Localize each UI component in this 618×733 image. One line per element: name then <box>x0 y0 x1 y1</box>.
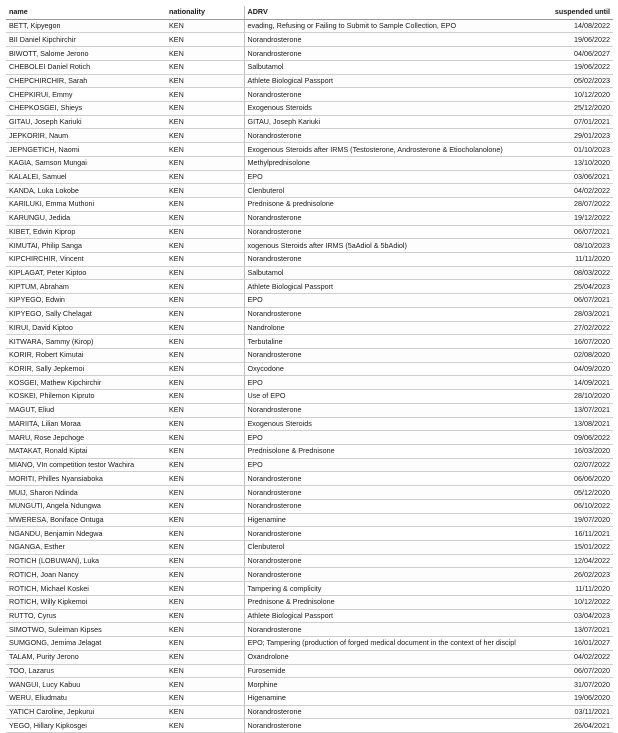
adrv-cell: Higenamine <box>244 691 536 705</box>
adrv-cell: Prednisone & Prednisolone <box>244 595 536 609</box>
suspended-until-cell: 04/02/2022 <box>536 650 613 664</box>
suspended-until-cell: 31/07/2020 <box>536 678 613 692</box>
adrv-cell: Exogenous Steroids <box>244 417 536 431</box>
nationality-cell: KEN <box>166 705 244 719</box>
table-row <box>6 184 613 198</box>
nationality-cell: KEN <box>166 88 244 102</box>
nationality-cell: KEN <box>166 403 244 417</box>
table-row <box>6 376 613 390</box>
athlete-name-cell: KORIR, Robert Kimutai <box>6 348 166 362</box>
nationality-cell: KEN <box>166 595 244 609</box>
athlete-name-cell: MAGUT, Eliud <box>6 403 166 417</box>
adrv-cell: EPO <box>244 458 536 472</box>
athlete-name-cell: JEPNGETICH, Naomi <box>6 143 166 157</box>
adrv-cell: Oxandrolone <box>244 650 536 664</box>
nationality-cell: KEN <box>166 637 244 651</box>
table-header <box>6 6 613 19</box>
adrv-cell: Terbutaline <box>244 335 536 349</box>
suspended-until-cell: 28/07/2022 <box>536 198 613 212</box>
suspended-until-cell: 03/11/2021 <box>536 705 613 719</box>
adrv-cell: xogenous Steroids after IRMS (5aAdiol & 5bAdiol) <box>244 239 536 253</box>
nationality-cell: KEN <box>166 211 244 225</box>
adrv-cell: Norandrosterone <box>244 403 536 417</box>
nationality-cell: KEN <box>166 527 244 541</box>
athlete-name-cell: BIWOTT, Salome Jerono <box>6 47 166 61</box>
table-row <box>6 705 613 719</box>
table-row <box>6 239 613 253</box>
table-row <box>6 307 613 321</box>
nationality-cell: KEN <box>166 184 244 198</box>
table-row <box>6 102 613 116</box>
table-row <box>6 19 613 33</box>
table-row <box>6 568 613 582</box>
adrv-cell: Salbutamol <box>244 60 536 74</box>
table-row <box>6 129 613 143</box>
adrv-cell: Norandrosterone <box>244 88 536 102</box>
athlete-name-cell: WERU, Eliudmatu <box>6 691 166 705</box>
suspended-until-cell: 10/12/2020 <box>536 88 613 102</box>
nationality-cell: KEN <box>166 582 244 596</box>
athlete-name-cell: KAGIA, Samson Mungai <box>6 156 166 170</box>
suspended-until-cell: 04/06/2027 <box>536 47 613 61</box>
athlete-name-cell: TALAM, Purity Jerono <box>6 650 166 664</box>
suspended-until-cell: 13/08/2021 <box>536 417 613 431</box>
suspended-until-cell: 16/01/2027 <box>536 637 613 651</box>
suspended-until-cell: 26/04/2021 <box>536 719 613 733</box>
adrv-cell: Tampering & complicity <box>244 582 536 596</box>
athlete-name-cell: MORITI, Philles Nyansiaboka <box>6 472 166 486</box>
adrv-cell: Norandrosterone <box>244 499 536 513</box>
adrv-cell: Norandrosterone <box>244 47 536 61</box>
athlete-name-cell: YEGO, Hillary Kipkosgei <box>6 719 166 733</box>
athlete-name-cell: MATAKAT, Ronald Kiptai <box>6 445 166 459</box>
adrv-cell: Athlete Biological Passport <box>244 74 536 88</box>
athlete-name-cell: CHEPCHIRCHIR, Sarah <box>6 74 166 88</box>
table-row <box>6 198 613 212</box>
nationality-cell: KEN <box>166 650 244 664</box>
table-row <box>6 499 613 513</box>
suspended-until-cell: 08/03/2022 <box>536 266 613 280</box>
athlete-name-cell: TOO, Lazarus <box>6 664 166 678</box>
table-row <box>6 554 613 568</box>
nationality-cell: KEN <box>166 321 244 335</box>
nationality-cell: KEN <box>166 376 244 390</box>
athlete-name-cell: RUTTO, Cyrus <box>6 609 166 623</box>
athlete-name-cell: CHEPKIRUI, Emmy <box>6 88 166 102</box>
table-row <box>6 486 613 500</box>
nationality-cell: KEN <box>166 362 244 376</box>
suspended-until-cell: 25/04/2023 <box>536 280 613 294</box>
athlete-name-cell: KIPCHIRCHIR, Vincent <box>6 252 166 266</box>
table-row <box>6 513 613 527</box>
suspended-until-cell: 16/07/2020 <box>536 335 613 349</box>
table-row <box>6 541 613 555</box>
column-header-suspended-until: suspended until <box>536 6 613 19</box>
nationality-cell: KEN <box>166 335 244 349</box>
athlete-name-cell: KIPLAGAT, Peter Kiptoo <box>6 266 166 280</box>
nationality-cell: KEN <box>166 431 244 445</box>
athlete-name-cell: ROTICH (LOBUWAN), Luka <box>6 554 166 568</box>
nationality-cell: KEN <box>166 266 244 280</box>
adrv-cell: EPO <box>244 170 536 184</box>
table-row <box>6 623 613 637</box>
table-row <box>6 294 613 308</box>
athlete-name-cell: JEPKORIR, Naum <box>6 129 166 143</box>
table-row <box>6 335 613 349</box>
adrv-cell: Norandrosterone <box>244 623 536 637</box>
athlete-name-cell: YATICH Caroline, Jepkurui <box>6 705 166 719</box>
nationality-cell: KEN <box>166 664 244 678</box>
suspension-sheet <box>6 6 613 733</box>
adrv-cell: Salbutamol <box>244 266 536 280</box>
suspended-until-cell: 06/06/2020 <box>536 472 613 486</box>
nationality-cell: KEN <box>166 60 244 74</box>
suspended-until-cell: 28/10/2020 <box>536 390 613 404</box>
table-row <box>6 143 613 157</box>
suspended-until-cell: 19/06/2022 <box>536 60 613 74</box>
adrv-cell: Exogenous Steroids <box>244 102 536 116</box>
table-row <box>6 115 613 129</box>
adrv-cell: Norandrosterone <box>244 719 536 733</box>
suspended-until-cell: 09/06/2022 <box>536 431 613 445</box>
table-row <box>6 650 613 664</box>
adrv-cell: Norandrosterone <box>244 554 536 568</box>
adrv-cell: Exogenous Steroids after IRMS (Testosterone, Androsterone & Etiocholanolone) <box>244 143 536 157</box>
table-row <box>6 609 613 623</box>
athlete-name-cell: ROTICH, Michael Koskei <box>6 582 166 596</box>
suspended-until-cell: 16/03/2020 <box>536 445 613 459</box>
adrv-cell: Norandrosterone <box>244 705 536 719</box>
suspended-until-cell: 02/08/2020 <box>536 348 613 362</box>
adrv-cell: EPO <box>244 376 536 390</box>
table-row <box>6 88 613 102</box>
table-row <box>6 637 613 651</box>
suspended-until-cell: 07/01/2021 <box>536 115 613 129</box>
adrv-cell: Norandrosterone <box>244 568 536 582</box>
table-row <box>6 74 613 88</box>
nationality-cell: KEN <box>166 33 244 47</box>
table-row <box>6 211 613 225</box>
athlete-name-cell: KITWARA, Sammy (Kirop) <box>6 335 166 349</box>
nationality-cell: KEN <box>166 307 244 321</box>
athlete-name-cell: KANDA, Luka Lokobe <box>6 184 166 198</box>
suspended-until-cell: 19/12/2022 <box>536 211 613 225</box>
table-row <box>6 582 613 596</box>
adrv-cell: Oxycodone <box>244 362 536 376</box>
table-row <box>6 225 613 239</box>
athlete-name-cell: KIMUTAI, Philip Sanga <box>6 239 166 253</box>
nationality-cell: KEN <box>166 225 244 239</box>
suspended-until-cell: 08/10/2023 <box>536 239 613 253</box>
nationality-cell: KEN <box>166 156 244 170</box>
athlete-name-cell: NGANDU, Benjamin Ndegwa <box>6 527 166 541</box>
athlete-name-cell: BETT, Kipyegon <box>6 19 166 33</box>
adrv-cell: Norandrosterone <box>244 486 536 500</box>
suspended-until-cell: 05/12/2020 <box>536 486 613 500</box>
table-row <box>6 33 613 47</box>
suspended-until-cell: 12/04/2022 <box>536 554 613 568</box>
adrv-cell: Morphine <box>244 678 536 692</box>
nationality-cell: KEN <box>166 280 244 294</box>
nationality-cell: KEN <box>166 348 244 362</box>
table-row <box>6 47 613 61</box>
nationality-cell: KEN <box>166 115 244 129</box>
nationality-cell: KEN <box>166 74 244 88</box>
table-row <box>6 390 613 404</box>
athlete-name-cell: MUIJ, Sharon Ndinda <box>6 486 166 500</box>
suspended-until-cell: 29/01/2023 <box>536 129 613 143</box>
nationality-cell: KEN <box>166 239 244 253</box>
suspended-until-cell: 19/07/2020 <box>536 513 613 527</box>
adrv-cell: Norandrosterone <box>244 225 536 239</box>
suspended-until-cell: 11/11/2020 <box>536 252 613 266</box>
table-row <box>6 431 613 445</box>
suspended-until-cell: 13/10/2020 <box>536 156 613 170</box>
adrv-cell: evading, Refusing or Failing to Submit to Sample Collection, EPO <box>244 19 536 33</box>
suspended-until-cell: 03/04/2023 <box>536 609 613 623</box>
adrv-cell: Use of EPO <box>244 390 536 404</box>
suspended-until-cell: 13/07/2021 <box>536 623 613 637</box>
athlete-name-cell: KARILUKI, Emma Muthoni <box>6 198 166 212</box>
athlete-name-cell: KIPTUM, Abraham <box>6 280 166 294</box>
athlete-name-cell: KORIR, Sally Jepkemoi <box>6 362 166 376</box>
table-row <box>6 60 613 74</box>
adrv-cell: Norandrosterone <box>244 252 536 266</box>
adrv-cell: EPO; Tampering (production of forged medical document in the context of her discipl <box>244 637 536 651</box>
athlete-name-cell: ROTICH, Joan Nancy <box>6 568 166 582</box>
nationality-cell: KEN <box>166 678 244 692</box>
suspended-until-cell: 19/06/2020 <box>536 691 613 705</box>
suspended-until-cell: 03/06/2021 <box>536 170 613 184</box>
table-row <box>6 252 613 266</box>
suspension-table <box>6 6 613 733</box>
athlete-name-cell: KALALEI, Samuel <box>6 170 166 184</box>
athlete-name-cell: SUMGONG, Jemima Jelagat <box>6 637 166 651</box>
table-row <box>6 362 613 376</box>
table-row <box>6 678 613 692</box>
adrv-cell: Norandrosterone <box>244 33 536 47</box>
adrv-cell: Prednisone & prednisolone <box>244 198 536 212</box>
athlete-name-cell: KIPYEGO, Sally Chelagat <box>6 307 166 321</box>
athlete-name-cell: KIRUI, David Kiptoo <box>6 321 166 335</box>
suspended-until-cell: 04/02/2022 <box>536 184 613 198</box>
adrv-cell: Athlete Biological Passport <box>244 609 536 623</box>
suspended-until-cell: 02/07/2022 <box>536 458 613 472</box>
suspended-until-cell: 15/01/2022 <box>536 541 613 555</box>
table-row <box>6 321 613 335</box>
athlete-name-cell: KOSKEI, Philemon Kipruto <box>6 390 166 404</box>
suspended-until-cell: 26/02/2023 <box>536 568 613 582</box>
athlete-name-cell: SIMOTWO, Suleiman Kipses <box>6 623 166 637</box>
adrv-cell: Norandrosterone <box>244 211 536 225</box>
suspended-until-cell: 05/02/2023 <box>536 74 613 88</box>
athlete-name-cell: ROTICH, Willy Kipkemoi <box>6 595 166 609</box>
table-row <box>6 280 613 294</box>
adrv-cell: Athlete Biological Passport <box>244 280 536 294</box>
nationality-cell: KEN <box>166 294 244 308</box>
table-row <box>6 472 613 486</box>
athlete-name-cell: NGANGA, Esther <box>6 541 166 555</box>
suspended-until-cell: 13/07/2021 <box>536 403 613 417</box>
suspended-until-cell: 10/12/2022 <box>536 595 613 609</box>
athlete-name-cell: MARU, Rose Jepchoge <box>6 431 166 445</box>
athlete-name-cell: MUNGUTI, Angela Ndungwa <box>6 499 166 513</box>
suspended-until-cell: 06/10/2022 <box>536 499 613 513</box>
column-header-nationality: nationality <box>166 6 244 19</box>
suspended-until-cell: 01/10/2023 <box>536 143 613 157</box>
nationality-cell: KEN <box>166 458 244 472</box>
suspended-until-cell: 06/07/2020 <box>536 664 613 678</box>
table-row <box>6 445 613 459</box>
nationality-cell: KEN <box>166 417 244 431</box>
athlete-name-cell: KIBET, Edwin Kiprop <box>6 225 166 239</box>
column-header-adrv: ADRV <box>244 6 536 19</box>
nationality-cell: KEN <box>166 719 244 733</box>
nationality-cell: KEN <box>166 541 244 555</box>
suspended-until-cell: 27/02/2022 <box>536 321 613 335</box>
table-row <box>6 417 613 431</box>
table-body <box>6 19 613 732</box>
nationality-cell: KEN <box>166 47 244 61</box>
suspended-until-cell: 25/12/2020 <box>536 102 613 116</box>
nationality-cell: KEN <box>166 472 244 486</box>
athlete-name-cell: WANGUI, Lucy Kabuu <box>6 678 166 692</box>
table-row <box>6 156 613 170</box>
table-row <box>6 595 613 609</box>
table-row <box>6 458 613 472</box>
table-row <box>6 348 613 362</box>
adrv-cell: Clenbuterol <box>244 184 536 198</box>
nationality-cell: KEN <box>166 513 244 527</box>
nationality-cell: KEN <box>166 691 244 705</box>
adrv-cell: GITAU, Joseph Kariuki <box>244 115 536 129</box>
adrv-cell: EPO <box>244 294 536 308</box>
nationality-cell: KEN <box>166 170 244 184</box>
nationality-cell: KEN <box>166 390 244 404</box>
adrv-cell: Clenbuterol <box>244 541 536 555</box>
athlete-name-cell: CHEPKOSGEI, Shieys <box>6 102 166 116</box>
nationality-cell: KEN <box>166 129 244 143</box>
athlete-name-cell: GITAU, Joseph Kariuki <box>6 115 166 129</box>
adrv-cell: Norandrosterone <box>244 129 536 143</box>
athlete-name-cell: MARIITA, Lilian Moraa <box>6 417 166 431</box>
athlete-name-cell: MWERESA, Boniface Ontuga <box>6 513 166 527</box>
nationality-cell: KEN <box>166 252 244 266</box>
nationality-cell: KEN <box>166 102 244 116</box>
suspended-until-cell: 04/09/2020 <box>536 362 613 376</box>
athlete-name-cell: KIPYEGO, Edwin <box>6 294 166 308</box>
suspended-until-cell: 11/11/2020 <box>536 582 613 596</box>
adrv-cell: Furosemide <box>244 664 536 678</box>
athlete-name-cell: CHEBOLEI Daniel Rotich <box>6 60 166 74</box>
suspended-until-cell: 06/07/2021 <box>536 225 613 239</box>
athlete-name-cell: BII Daniel Kipchirchir <box>6 33 166 47</box>
suspended-until-cell: 14/09/2021 <box>536 376 613 390</box>
nationality-cell: KEN <box>166 609 244 623</box>
suspended-until-cell: 28/03/2021 <box>536 307 613 321</box>
adrv-cell: Methylprednisolone <box>244 156 536 170</box>
nationality-cell: KEN <box>166 143 244 157</box>
table-row <box>6 664 613 678</box>
adrv-cell: Norandrosterone <box>244 527 536 541</box>
nationality-cell: KEN <box>166 554 244 568</box>
table-row <box>6 266 613 280</box>
athlete-name-cell: KOSGEI, Mathew Kipchirchir <box>6 376 166 390</box>
table-row <box>6 527 613 541</box>
suspended-until-cell: 14/08/2022 <box>536 19 613 33</box>
athlete-name-cell: MIANO, VIn competition testor Wachira <box>6 458 166 472</box>
adrv-cell: Higenamine <box>244 513 536 527</box>
adrv-cell: Norandrosterone <box>244 348 536 362</box>
nationality-cell: KEN <box>166 19 244 33</box>
nationality-cell: KEN <box>166 623 244 637</box>
table-row <box>6 403 613 417</box>
adrv-cell: Norandrosterone <box>244 307 536 321</box>
column-header-name: name <box>6 6 166 19</box>
suspended-until-cell: 16/11/2021 <box>536 527 613 541</box>
nationality-cell: KEN <box>166 568 244 582</box>
nationality-cell: KEN <box>166 198 244 212</box>
suspended-until-cell: 06/07/2021 <box>536 294 613 308</box>
nationality-cell: KEN <box>166 445 244 459</box>
adrv-cell: Prednisolone & Prednisone <box>244 445 536 459</box>
header-row <box>6 6 613 19</box>
athlete-name-cell: KARUNGU, Jedida <box>6 211 166 225</box>
nationality-cell: KEN <box>166 486 244 500</box>
table-row <box>6 691 613 705</box>
nationality-cell: KEN <box>166 499 244 513</box>
adrv-cell: EPO <box>244 431 536 445</box>
suspended-until-cell: 19/06/2022 <box>536 33 613 47</box>
adrv-cell: Nandrolone <box>244 321 536 335</box>
adrv-cell: Norandrosterone <box>244 472 536 486</box>
table-row <box>6 170 613 184</box>
table-row <box>6 719 613 733</box>
